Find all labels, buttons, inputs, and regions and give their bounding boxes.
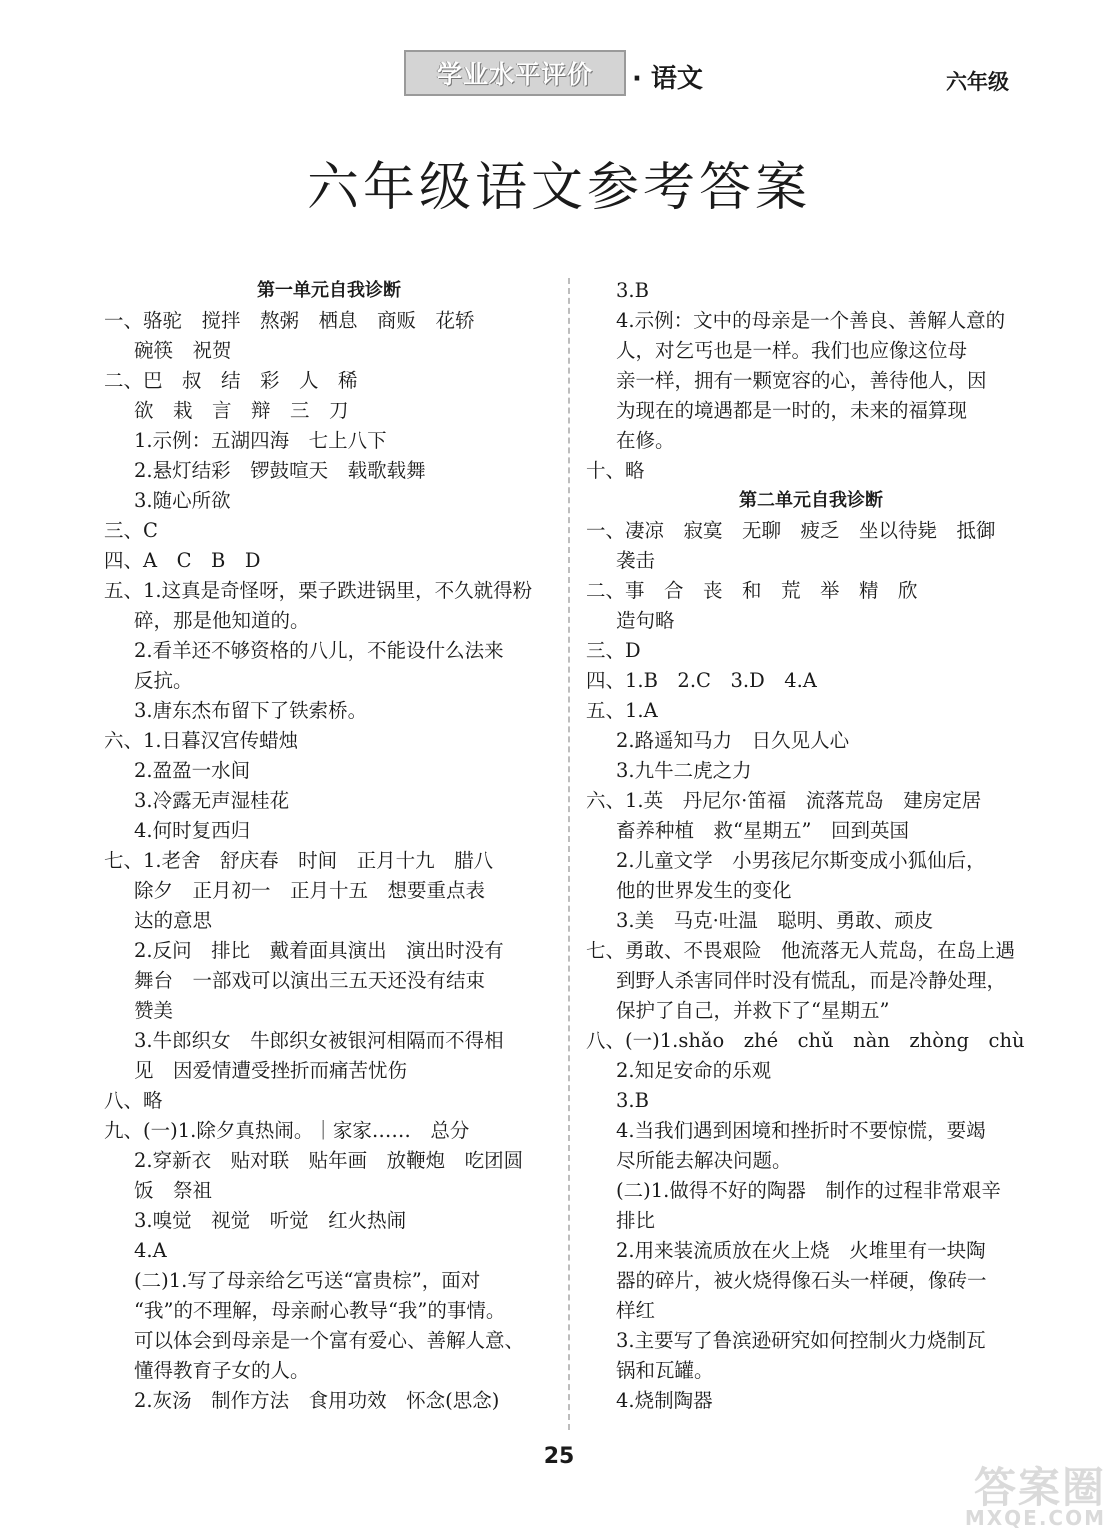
answer-line: 2.路遥知马力 日久见人心 [616,729,850,752]
answer-line: 人，对乞丐也是一样。我们也应像这位母 [616,339,968,362]
answer-line: 2.反问 排比 戴着面具演出 演出时没有 [134,939,504,962]
answer-line: 可以体会到母亲是一个富有爱心、善解人意、 [134,1329,525,1352]
answer-line: 七、1.老舍 舒庆春 时间 正月十九 腊八 [104,849,494,872]
answer-line: 4.烧制陶器 [616,1389,713,1412]
right-answer-column [586,276,1036,1416]
answer-line: 3.冷露无声湿桂花 [134,789,290,812]
answer-line: 碗筷 祝贺 [134,339,232,362]
answer-line: 3.九牛二虎之力 [616,759,752,782]
answer-line: 二、巴 叔 结 彩 人 稀 [104,369,358,392]
answer-line: 3.随心所欲 [134,489,231,512]
answer-line: 为现在的境遇都是一时的，未来的福算现 [616,399,968,422]
answer-line: 2.穿新衣 贴对联 贴年画 放鞭炮 吃团圆 [134,1149,524,1172]
answer-line: 2.知足安命的乐观 [616,1059,772,1082]
answer-line: 欲 栽 言 辩 三 刀 [134,399,349,422]
answer-line: 2.灰汤 制作方法 食用功效 怀念(思念) [134,1389,500,1412]
answer-line: 五、1.这真是奇怪呀，栗子跌进锅里，不久就得粉 [104,579,533,602]
watermark-logo: 答案圈 [973,1463,1106,1512]
answer-line: 八、(一)1.shǎo zhé chǔ nàn zhòng chù [586,1029,1025,1052]
answer-line: 2.儿童文学 小男孩尼尔斯变成小狐仙后， [616,849,986,872]
answer-line: 除夕 正月初一 正月十五 想要重点表 [134,879,486,902]
answer-line: 碎，那是他知道的。 [134,609,310,632]
answer-line: (二)1.做得不好的陶器 制作的过程非常艰辛 [616,1179,1001,1202]
answer-line: 三、D [586,639,641,662]
answer-line: 三、C [104,519,158,542]
answer-line: 五、1.A [586,699,658,722]
answer-line: 八、略 [104,1089,163,1112]
answer-line: “我”的不理解，母亲耐心教导“我”的事情。 [134,1299,506,1322]
answer-line: 亲一样，拥有一颗宽容的心，善待他人，因 [616,369,987,392]
answer-line: 4.何时复西归 [134,819,251,842]
answer-line: 4.A [134,1239,167,1262]
answer-line: 2.悬灯结彩 锣鼓喧天 载歌载舞 [134,459,426,482]
answer-line: (二)1.写了母亲给乞丐送“富贵棕”，面对 [134,1269,481,1292]
page-header [0,46,1118,102]
grade-label: 六年级 [946,70,1009,94]
answer-line: 他的世界发生的变化 [616,879,792,902]
answer-line: 四、A C B D [104,549,261,572]
answer-line: 懂得教育子女的人。 [134,1359,310,1382]
answer-line: 二、事 合 丧 和 荒 举 精 欣 [586,579,918,602]
page-number: 25 [543,1444,575,1469]
answer-line: 反抗。 [134,669,193,692]
answer-line: 2.看羊还不够资格的八儿，不能设什么法来 [134,639,504,662]
answer-line: 2.用来装流质放在火上烧 火堆里有一块陶 [616,1239,986,1262]
answer-line: 尽所能去解决问题。 [616,1149,792,1172]
answer-line: 3.B [616,1089,649,1112]
left-answer-column [104,276,554,1416]
answer-line: 3.嗅觉 视觉 听觉 红火热闹 [134,1209,407,1232]
series-brand-label: 学业水平评价 [404,50,626,96]
answer-line: 六、1.日暮汉宫传蜡烛 [104,729,299,752]
watermark [906,1463,1106,1530]
answer-line: 保护了自己，并救下了“星期五” [616,999,890,1022]
answer-line: 舞台 一部戏可以演出三五天还没有结束 [134,969,486,992]
answer-line: 器的碎片，被火烧得像石头一样硬，像砖一 [616,1269,987,1292]
answer-line: 1.示例：五湖四海 七上八下 [134,429,387,452]
answer-line: 到野人杀害同伴时没有慌乱，而是冷静处理， [616,969,1007,992]
answer-line: 四、1.B 2.C 3.D 4.A [586,669,817,692]
answer-line: 在修。 [616,429,675,452]
page-title: 六年级语文参考答案 [306,158,811,218]
section-heading: 第一单元自我诊断 [257,280,401,301]
answer-line: 样红 [616,1299,656,1322]
answer-line: 排比 [616,1209,656,1232]
column-divider [568,278,570,1430]
watermark-url: MXQE.COM [964,1506,1106,1530]
answer-line: 九、(一)1.除夕真热闹。｜家家…… 总分 [104,1119,470,1142]
section-heading: 第二单元自我诊断 [739,490,883,511]
answer-line: 饭 祭祖 [134,1179,213,1202]
answer-line: 4.示例：文中的母亲是一个善良、善解人意的 [616,309,1006,332]
answer-line: 3.美 马克·吐温 聪明、勇敢、顽皮 [616,909,934,932]
answer-line: 4.当我们遇到困境和挫折时不要惊慌，要竭 [616,1119,986,1142]
answer-line: 造句略 [616,609,675,632]
answer-line: 一、骆驼 搅拌 熬粥 栖息 商贩 花轿 [104,309,475,332]
answer-line: 达的意思 [134,909,213,932]
answer-line: 袭击 [616,549,656,572]
answer-line: 3.牛郎织女 牛郎织女被银河相隔而不得相 [134,1029,504,1052]
answer-line: 赞美 [134,999,174,1022]
answer-line: 2.盈盈一水间 [134,759,251,782]
answer-line: 3.B [616,279,649,302]
answer-line: 3.唐东杰布留下了铁索桥。 [134,699,368,722]
answer-line: 六、1.英 丹尼尔·笛福 流落荒岛 建房定居 [586,789,982,812]
answer-line: 锅和瓦罐。 [616,1359,714,1382]
answer-line: 十、略 [586,459,645,482]
answer-line: 七、勇敢、不畏艰险 他流落无人荒岛，在岛上遇 [586,939,1016,962]
answer-line: 畜养种植 救“星期五” 回到英国 [616,819,909,842]
answer-line: 见 因爱情遭受挫折而痛苦忧伤 [134,1059,408,1082]
answer-line: 3.主要写了鲁滨逊研究如何控制火力烧制瓦 [616,1329,986,1352]
subject-label: · 语文 [632,64,703,94]
answer-line: 一、凄凉 寂寞 无聊 疲乏 坐以待毙 抵御 [586,519,996,542]
